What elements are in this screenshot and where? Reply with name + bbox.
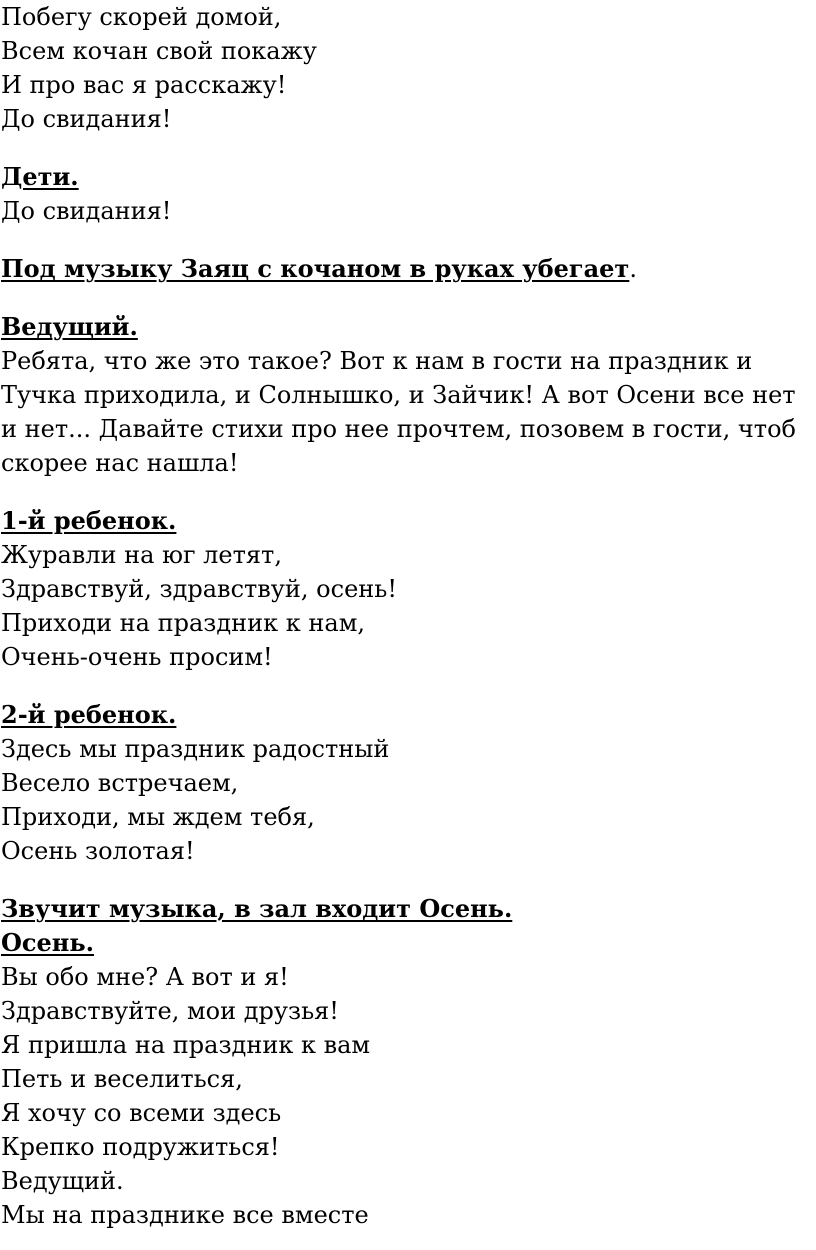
paragraph-gap xyxy=(1,480,815,504)
stage-direction: Звучит музыка, в зал входит Осень. xyxy=(1,894,513,923)
speaker-heading: 1-й ребенок. xyxy=(1,506,177,535)
stage-direction-period: . xyxy=(629,255,637,283)
speaker-heading: 2-й ребенок. xyxy=(1,700,177,729)
text-line: Здравствуйте, мои друзья! xyxy=(1,997,339,1025)
text-line: Вы обо мне? А вот и я! xyxy=(1,963,289,991)
text-line: Здравствуй, здравствуй, осень! xyxy=(1,575,397,603)
text-line: Весело встречаем, xyxy=(1,769,239,797)
text-line: До свидания! xyxy=(1,105,172,133)
text-line: Приходи на праздник к нам, xyxy=(1,609,365,637)
stage-direction-line xyxy=(1,252,815,286)
text-line: Здесь мы праздник радостный xyxy=(1,735,390,763)
text-line: До свидания! xyxy=(1,197,172,225)
verse-block-host xyxy=(1,310,815,480)
text-line: Журавли на юг летят, xyxy=(1,541,282,569)
stage-direction: Под музыку Заяц с кочаном в руках убегает xyxy=(1,254,630,283)
text-line: Тучка приходила, и Солнышко, и Зайчик! А вот Осени все нет xyxy=(1,381,796,409)
text-line: Осень золотая! xyxy=(1,837,195,865)
text-line: и нет... Давайте стихи про нее прочтем, позовем в гости, чтоб xyxy=(1,415,796,443)
text-line: Побегу скорей домой, xyxy=(1,3,282,31)
text-line: Ребята, что же это такое? Вот к нам в гости на праздник и xyxy=(1,347,753,375)
document-page xyxy=(1,0,815,1232)
stage-direction-block xyxy=(1,252,815,286)
paragraph-gap xyxy=(1,228,815,252)
text-line: Ведущий. xyxy=(1,1167,124,1195)
verse-block-autumn xyxy=(1,892,815,1232)
verse-block-hare xyxy=(1,0,815,136)
text-line: Очень-очень просим! xyxy=(1,643,273,671)
verse-block-child-1 xyxy=(1,504,815,674)
verse-block-child-2 xyxy=(1,698,815,868)
text-line: Я пришла на праздник к вам xyxy=(1,1031,371,1059)
speaker-heading: Дети. xyxy=(1,162,79,191)
text-line: И про вас я расскажу! xyxy=(1,71,287,99)
text-line: Петь и веселиться, xyxy=(1,1065,243,1093)
paragraph-gap xyxy=(1,136,815,160)
paragraph-gap xyxy=(1,674,815,698)
text-line: Крепко подружиться! xyxy=(1,1133,280,1161)
text-line: Приходи, мы ждем тебя, xyxy=(1,803,315,831)
text-line: Всем кочан свой покажу xyxy=(1,37,317,65)
speaker-heading: Ведущий. xyxy=(1,312,138,341)
speaker-heading: Осень. xyxy=(1,928,94,957)
text-line: Мы на празднике все вместе xyxy=(1,1201,369,1229)
paragraph-gap xyxy=(1,286,815,310)
text-line: Я хочу со всеми здесь xyxy=(1,1099,282,1127)
paragraph-gap xyxy=(1,868,815,892)
text-line: скорее нас нашла! xyxy=(1,449,239,477)
verse-block-children xyxy=(1,160,815,228)
